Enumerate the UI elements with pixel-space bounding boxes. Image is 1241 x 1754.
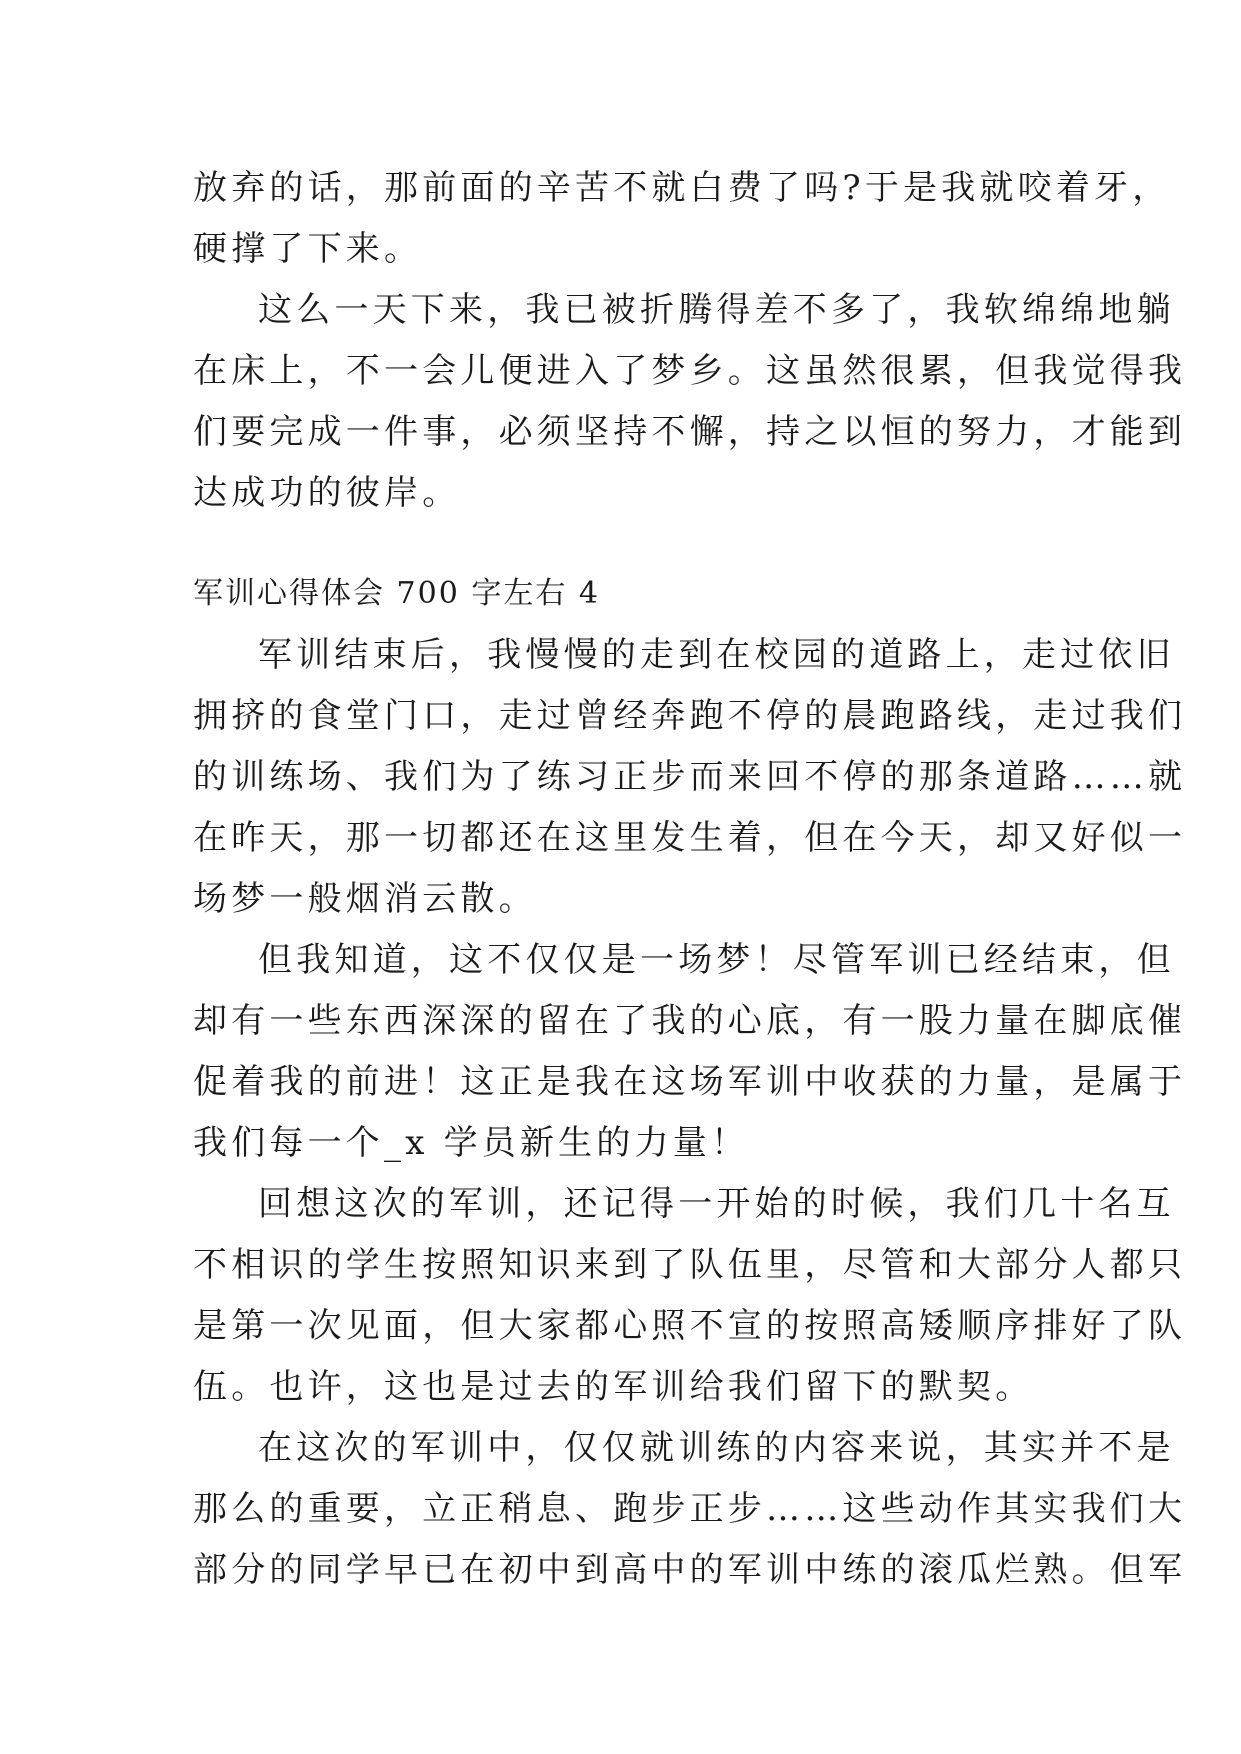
paragraph-line: 们要完成一件事，必须坚持不懈，持之以恒的努力，才能到 [193, 412, 1187, 452]
paragraph-line: 场梦一般烟消云散。 [193, 879, 537, 919]
paragraph-line: 在昨天，那一切都还在这里发生着，但在今天，却又好似一 [193, 818, 1187, 858]
paragraph-line: 回想这次的军训，还记得一开始的时候，我们几十名互 [258, 1184, 1175, 1224]
paragraph-line: 放弃的话，那前面的辛苦不就白费了吗?于是我就咬着牙， [193, 168, 1171, 208]
paragraph-line: 我们每一个_x 学员新生的力量！ [193, 1123, 750, 1163]
paragraph-line: 促着我的前进！这正是我在这场军训中收获的力量，是属于 [193, 1062, 1187, 1102]
paragraph-line: 但我知道，这不仅仅是一场梦！尽管军训已经结束，但 [258, 940, 1175, 980]
paragraph-line: 部分的同学早已在初中到高中的军训中练的滚瓜烂熟。但军 [193, 1550, 1187, 1590]
paragraph-line: 的训练场、我们为了练习正步而来回不停的那条道路……就 [193, 757, 1187, 797]
paragraph-line: 伍。也许，这也是过去的军训给我们留下的默契。 [193, 1367, 1034, 1407]
paragraph-line: 在这次的军训中，仅仅就训练的内容来说，其实并不是 [258, 1428, 1175, 1468]
paragraph-line: 这么一天下来，我已被折腾得差不多了，我软绵绵地躺 [258, 290, 1175, 330]
section-title: 军训心得体会 700 字左右 4 [193, 576, 600, 611]
paragraph-line: 却有一些东西深深的留在了我的心底，有一股力量在脚底催 [193, 1001, 1187, 1041]
paragraph-line: 硬撑了下来。 [193, 229, 423, 269]
paragraph-line: 那么的重要，立正稍息、跑步正步……这些动作其实我们大 [193, 1489, 1187, 1529]
paragraph-line: 在床上，不一会儿便进入了梦乡。这虽然很累，但我觉得我 [193, 351, 1187, 391]
paragraph-line: 达成功的彼岸。 [193, 473, 461, 513]
paragraph-line: 是第一次见面，但大家都心照不宣的按照高矮顺序排好了队 [193, 1306, 1187, 1346]
paragraph-line: 军训结束后，我慢慢的走到在校园的道路上，走过依旧 [258, 635, 1175, 675]
paragraph-line: 拥挤的食堂门口，走过曾经奔跑不停的晨跑路线，走过我们 [193, 696, 1187, 736]
paragraph-line: 不相识的学生按照知识来到了队伍里，尽管和大部分人都只 [193, 1245, 1187, 1285]
